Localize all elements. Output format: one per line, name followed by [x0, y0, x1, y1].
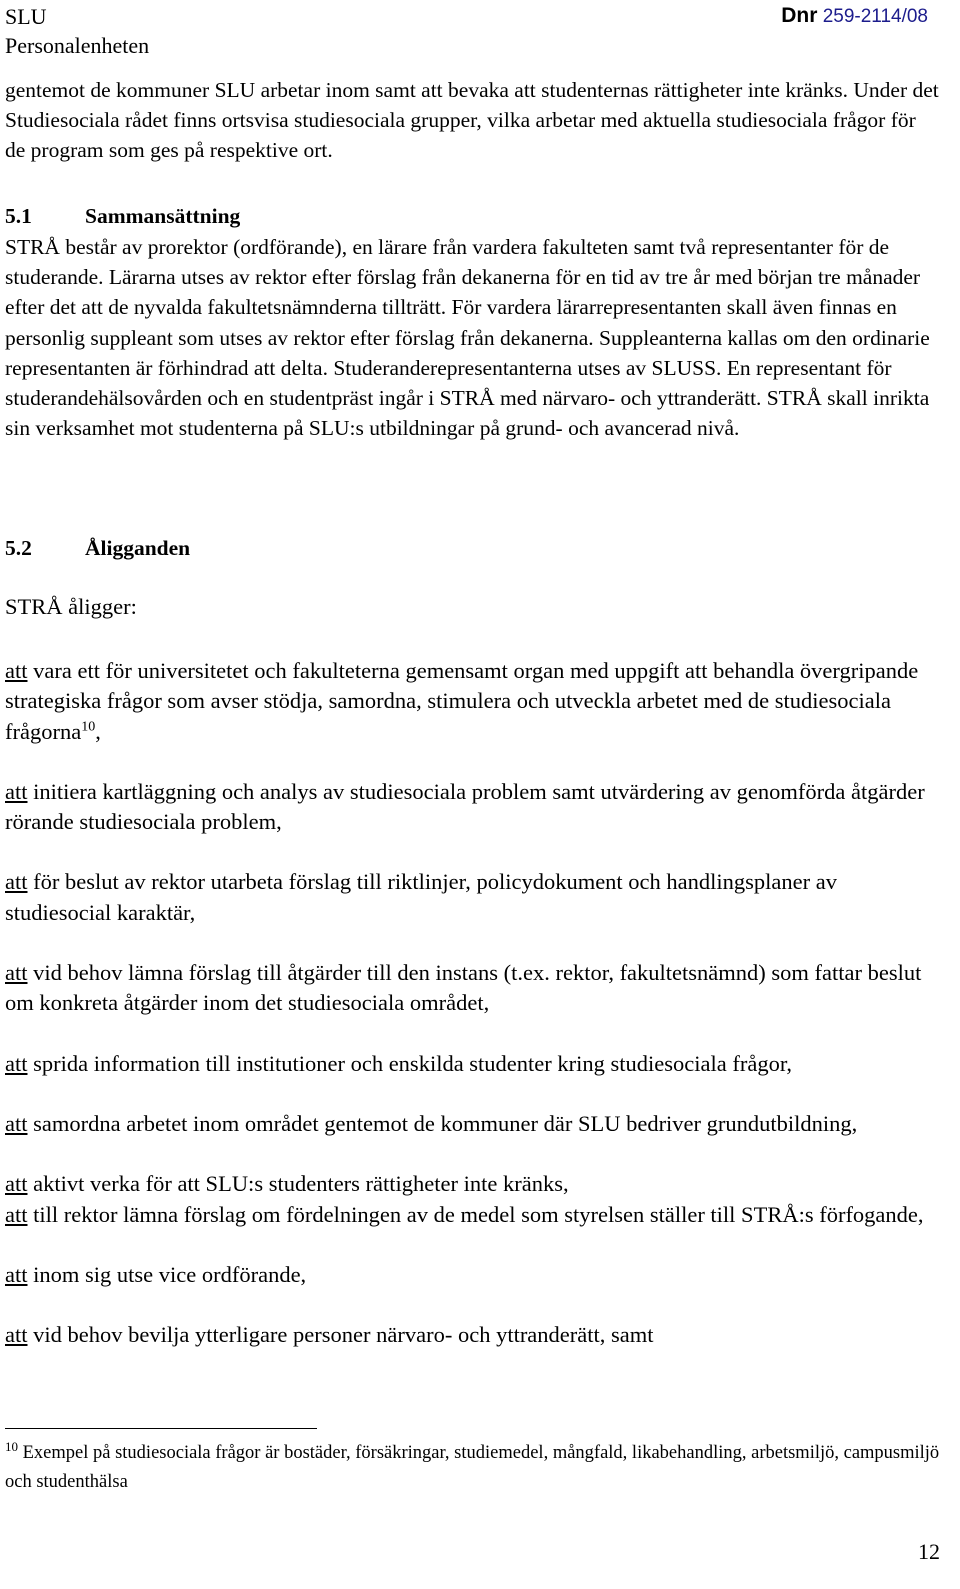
att-word: att — [5, 778, 28, 804]
page-header-right — [781, 3, 928, 29]
header-department: Personalenheten — [5, 33, 150, 58]
footnote-text: Exempel på studiesociala frågor är bostäder, försäkringar, studiemedel, mångfald, likabehandling, arbetsmiljö, campusmiljö och studenthälsa — [5, 1443, 940, 1492]
footnote-separator — [5, 1428, 317, 1429]
att-word: att — [5, 1201, 28, 1227]
section-title: Åligganden — [85, 536, 191, 560]
list-item: att initiera kartläggning och analys av studiesociala problem samt utvärdering av genomförda åtgärder rörande studiesociala problem, — [5, 778, 925, 835]
list-item: att vid behov bevilja ytterligare personer närvaro- och yttranderätt, samt — [5, 1322, 654, 1348]
section-5-2-lead: STRÅ åligger: — [5, 594, 137, 619]
list-item: att till rektor lämna förslag om fördelningen av de medel som styrelsen ställer till STRÅ:s förfogande, — [5, 1201, 924, 1227]
list-item: att inom sig utse vice ordförande, — [5, 1261, 307, 1287]
header-dnr-label: Dnr — [781, 4, 818, 27]
att-word: att — [5, 1261, 28, 1287]
section-number: 5.1 — [5, 204, 32, 228]
section-5-1-body: STRÅ består av prorektor (ordförande), en lärare från vardera fakulteten samt två representanter för de studerande. Lärarna utses av rektor efter förslag från dekanerna för en tid av tre år med början tre månader efter det att de nyvalda fakultetsnämnderna tillträtt. För vardera lärarrepresentanten skall även finnas en personlig suppleant som utses av rektor efter förslag från dekanerna. Suppleanterna kallas om den ordinarie representanten är förhindrad att delta. Studeranderepresentanterna utses av SLUSS. En representant för studerandehälsovården och en studentpräst ingår i STRÅ med närvaro- och yttranderätt. STRÅ skall inrikta sin verksamhet mot studenterna på SLU:s utbildningar på grund- och avancerad nivå. — [5, 235, 930, 441]
att-word: att — [5, 658, 28, 683]
att-word: att — [5, 1050, 28, 1076]
att-word: att — [5, 1322, 28, 1348]
section-heading-5-1 — [5, 201, 940, 231]
page-number: 12 — [918, 1539, 940, 1564]
footnote-reference: 10 — [81, 719, 96, 735]
section-number: 5.2 — [5, 536, 32, 560]
page-header-left — [5, 2, 149, 60]
list-item: att samordna arbetet inom området gentemot de kommuner där SLU bedriver grundutbildning, — [5, 1110, 858, 1136]
att-word: att — [5, 1171, 28, 1197]
att-word: att — [5, 960, 28, 986]
list-item: att vara ett för universitetet och fakulteterna gemensamt organ med uppgift att behandla övergripande strategiska frågor som avser stödja, samordna, stimulera och utveckla arbetet med de studiesociala frågorna$^{10}$, — [5, 658, 919, 744]
list-item: att vid behov lämna förslag till åtgärder till den instans (t.ex. rektor, fakultetsnämnd) som fattar beslut om konkreta åtgärder inom det studiesociala området, — [5, 960, 922, 1016]
att-word: att — [5, 869, 28, 895]
list-item: att aktivt verka för att SLU:s studenters rättigheter inte kränks, — [5, 1171, 569, 1197]
section-heading-5-2 — [5, 533, 940, 563]
footnote-number: 10 — [5, 1438, 18, 1454]
header-dnr-number: 259-2114/08 — [822, 6, 928, 27]
footnote — [5, 1439, 940, 1497]
list-item: att för beslut av rektor utarbeta förslag till riktlinjer, policydokument och handlingsplaner av studiesocial karaktär, — [5, 869, 837, 925]
intro-paragraph: gentemot de kommuner SLU arbetar inom samt att bevaka att studenternas rättigheter inte kränks. Under det Studiesociala rådet finns ortsvisa studiesociala grupper, vilka arbetar med aktuella studiesociala frågor för de program som ges på respektive ort. — [5, 78, 939, 163]
section-title: Sammansättning — [85, 204, 241, 228]
header-org: SLU — [5, 4, 47, 29]
att-word: att — [5, 1110, 28, 1136]
duties-list — [5, 656, 940, 1350]
list-item: att sprida information till institutioner och enskilda studenter kring studiesociala frågor, — [5, 1050, 793, 1076]
